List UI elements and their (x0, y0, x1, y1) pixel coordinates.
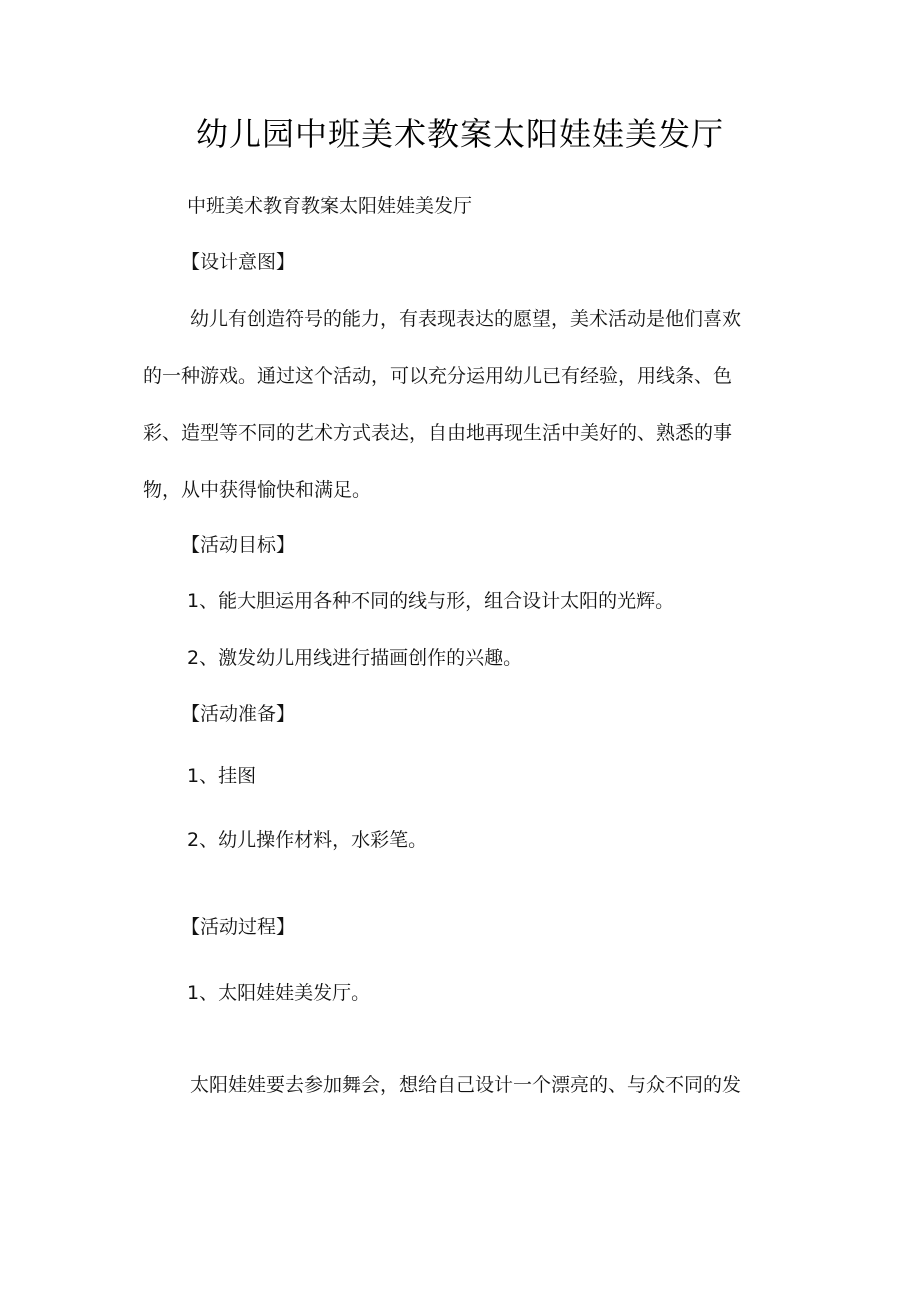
intro-line-3: 彩、造型等不同的艺术方式表达，自由地再现生活中美好的、熟悉的事 (143, 422, 733, 444)
goal-item-1: 1、能大胆运用各种不同的线与形，组合设计太阳的光辉。 (187, 590, 675, 612)
intro-line-2: 的一种游戏。通过这个活动，可以充分运用幼儿已有经验，用线条、色 (143, 365, 733, 387)
section-heading-process: 【活动过程】 (181, 916, 296, 938)
prep-item-2: 2、幼儿操作材料，水彩笔。 (187, 829, 428, 851)
document-subtitle: 中班美术教育教案太阳娃娃美发厅 (187, 195, 473, 217)
goal-item-2: 2、激发幼儿用线进行描画创作的兴趣。 (187, 647, 523, 669)
process-step-1: 1、太阳娃娃美发厅。 (187, 982, 371, 1004)
process-text-line-1: 太阳娃娃要去参加舞会，想给自己设计一个漂亮的、与众不同的发 (190, 1074, 742, 1096)
section-heading-design: 【设计意图】 (181, 251, 296, 273)
section-heading-prep: 【活动准备】 (181, 703, 296, 725)
intro-line-1: 幼儿有创造符号的能力，有表现表达的愿望，美术活动是他们喜欢 (190, 308, 742, 330)
section-heading-goals: 【活动目标】 (181, 534, 296, 556)
intro-line-4: 物，从中获得愉快和满足。 (143, 479, 372, 501)
prep-item-1: 1、挂图 (187, 765, 257, 787)
document-title: 幼儿园中班美术教案太阳娃娃美发厅 (195, 115, 724, 153)
